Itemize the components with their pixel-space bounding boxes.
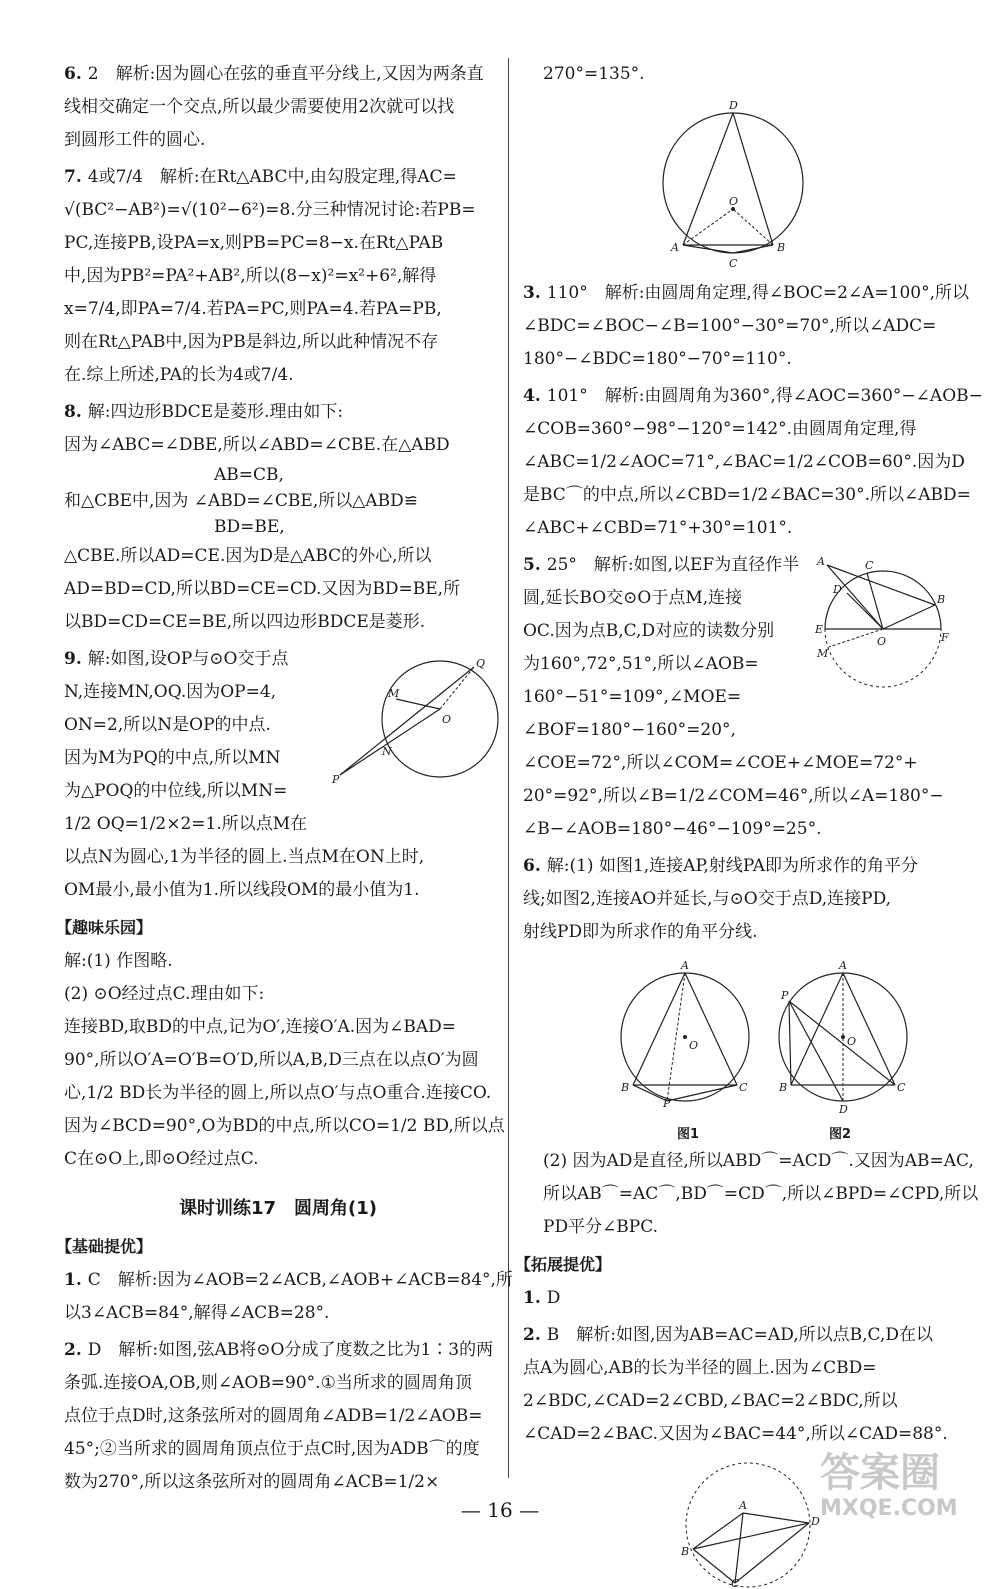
answer-6-right — [523, 850, 947, 949]
answer-5 — [523, 549, 947, 846]
text-line: 以BD=CD=CE=BE,所以四边形BDCE是菱形. — [64, 612, 426, 632]
svg-text:D: D — [833, 583, 842, 596]
text-line: 270°=135°. — [543, 64, 645, 84]
text-line: D 解析:如图,弦AB将⊙O分成了度数之比为1∶3的两 — [87, 1340, 494, 1360]
answer-6 — [64, 58, 492, 157]
text-line: x=7/4,即PA=7/4.若PA=PC,则PA=4.若PA=PB, — [64, 299, 442, 319]
basic-answer-1 — [64, 1264, 513, 1330]
svg-text:C: C — [739, 1081, 748, 1094]
svg-text:E: E — [815, 623, 824, 636]
svg-text:A: A — [739, 1499, 747, 1512]
text-line: 以点N为圆心,1为半径的圆上.当点M在ON上时, — [64, 847, 425, 867]
text-line: ∠COB=360°−98°−120°=142°.由圆周角定理,得 — [523, 419, 917, 439]
figure-circle-dabc — [643, 93, 823, 273]
text-line: 160°−51°=109°,∠MOE= — [523, 687, 742, 707]
svg-text:A: A — [817, 555, 825, 568]
svg-text:M: M — [817, 647, 829, 660]
text-line: 110° 解析:由圆周角定理,得∠BOC=2∠A=100°,所以 — [546, 283, 970, 303]
text-line: (2) ⊙O经过点C.理由如下: — [64, 984, 265, 1004]
text-line: 因为M为PQ的中点,所以MN — [64, 748, 281, 768]
answer-7 — [64, 161, 492, 392]
text-line: ∠BOF=180°−160°=20°, — [523, 720, 736, 740]
svg-text:D: D — [811, 1515, 820, 1528]
svg-text:A: A — [671, 241, 679, 254]
figure-1-caption: 图1 — [677, 1127, 700, 1142]
watermark-logo — [820, 1450, 990, 1530]
left-column — [56, 58, 513, 1503]
text-line: 数为270°,所以这条弦所对的圆周角∠ACB=1/2× — [64, 1472, 440, 1492]
text-line: 射线PD即为所求作的角平分线. — [523, 922, 758, 942]
text-line: 解:如图,设OP与⊙O交于点 — [87, 649, 289, 669]
figure-semicircle-ef — [813, 555, 949, 689]
svg-text:B: B — [621, 1081, 630, 1094]
text-line: 圆,延长BO交⊙O于点M,连接 — [523, 588, 743, 608]
text-line: 到圆形工件的圆心. — [64, 130, 206, 150]
text-line: 线相交确定一个交点,所以最少需要使用2次就可以找 — [64, 97, 455, 117]
text-line: D — [546, 1288, 561, 1308]
text-line: 解:(1) 如图1,连接AP,射线PA即为所求作的角平分 — [546, 856, 919, 876]
answer-3 — [523, 277, 970, 376]
watermark-url: MXQE.COM — [820, 1496, 958, 1521]
svg-text:O: O — [847, 1035, 857, 1048]
text-line: 20°=92°,所以∠B=1/2∠COM=46°,所以∠A=180°− — [523, 786, 944, 806]
text-line: 是BC⌒的中点,所以∠CBD=1/2∠BAC=30°.所以∠ABD= — [523, 485, 971, 505]
lesson-title: 课时训练17 圆周角(1) — [178, 1198, 378, 1219]
text-line: 为△POQ的中位线,所以MN= — [64, 781, 288, 801]
text-line: 点位于点D时,这条弦所对的圆周角∠ADB=1/2∠AOB= — [64, 1406, 483, 1426]
watermark-text: 答案圈 — [820, 1450, 940, 1496]
text-line: 中,因为PB²=PA²+AB²,所以(8−x)²=x²+6²,解得 — [64, 266, 437, 286]
text-line: ∠BDC=∠BOC−∠B=100°−30°=70°,所以∠ADC= — [523, 316, 937, 336]
answer-4 — [523, 380, 983, 545]
text-line: PD平分∠BPC. — [543, 1217, 659, 1237]
text-line: 25° 解析:如图,以EF为直径作半 — [546, 555, 800, 575]
question-number: 4. — [523, 386, 541, 406]
figure-circle-abcd — [673, 1459, 823, 1589]
question-number: 6. — [64, 64, 82, 84]
text-line: 180°−∠BDC=180°−70°=110°. — [523, 349, 792, 369]
ext-answer-2 — [523, 1319, 947, 1451]
text-line: 线;如图2,连接AO并延长,与⊙O交于点D,连接PD, — [523, 889, 892, 909]
svg-text:C: C — [865, 559, 874, 572]
text-line: ON=2,所以N是OP的中点. — [64, 715, 271, 735]
question-number: 2. — [64, 1340, 82, 1360]
svg-text:F: F — [941, 631, 949, 644]
text-line: 和△CBE中,因为 ∠ABD=∠CBE,所以△ABD≌ — [64, 491, 418, 511]
text-line: N,连接MN,OQ.因为OP=4, — [64, 682, 277, 702]
svg-text:C: C — [897, 1081, 906, 1094]
svg-text:B: B — [779, 1081, 788, 1094]
figure-2-caption: 图2 — [829, 1127, 852, 1142]
answer-8 — [64, 396, 492, 639]
text-line: ∠ABC=1/2∠AOC=71°,∠BAC=1/2∠COB=60°.因为D — [523, 452, 965, 472]
svg-text:P: P — [663, 1097, 671, 1110]
text-line: OM最小,最小值为1.所以线段OM的最小值为1. — [64, 880, 420, 900]
text-line: 解:(1) 作图略. — [64, 951, 173, 971]
text-line: 因为∠ABC=∠DBE,所以∠ABD=∠CBE.在△ABD — [64, 435, 450, 455]
svg-text:D: D — [839, 1103, 848, 1116]
svg-text:Q: Q — [476, 657, 486, 670]
svg-text:A: A — [839, 959, 847, 972]
text-line: 点A为圆心,AB的长为半径的圆上.因为∠CBD= — [523, 1358, 877, 1378]
text-line: 101° 解析:由圆周角为360°,得∠AOC=360°−∠AOB− — [546, 386, 983, 406]
section-title-basic: 【基础提优】 — [56, 1237, 153, 1256]
svg-text:N: N — [382, 745, 392, 758]
text-line: C在⊙O上,即⊙O经过点C. — [64, 1149, 259, 1169]
text-line: 2∠BDC,∠CAD=2∠CBD,∠BAC=2∠BDC,所以 — [523, 1391, 898, 1411]
question-number: 9. — [64, 649, 82, 669]
svg-text:C: C — [729, 257, 738, 270]
figures-row — [523, 957, 947, 1145]
question-number: 1. — [523, 1288, 541, 1308]
text-line: 4或7/4 解析:在Rt△ABC中,由勾股定理,得AC= — [87, 167, 457, 187]
svg-text:D: D — [729, 99, 738, 112]
text-line: 因为∠BCD=90°,O为BD的中点,所以CO=1/2 BD,所以点 — [64, 1116, 505, 1136]
text-line: 以3∠ACB=84°,解得∠ACB=28°. — [64, 1303, 330, 1323]
svg-text:A: A — [681, 959, 689, 972]
text-line: AD=BD=CD,所以BD=CE=CD.又因为BD=BE,所 — [64, 579, 461, 599]
fun-answer — [64, 945, 505, 1176]
svg-text:O: O — [689, 1039, 699, 1052]
svg-text:P: P — [332, 773, 340, 786]
text-line: △CBE.所以AD=CE.因为D是△ABC的外心,所以 — [64, 546, 432, 566]
svg-text:O: O — [877, 635, 887, 648]
text-line: 解:四边形BDCE是菱形.理由如下: — [87, 402, 344, 422]
right-column — [515, 58, 983, 1589]
basic-answer-2 — [64, 1334, 492, 1499]
text-line: 45°;②当所求的圆周角顶点位于点C时,因为ADB⌒的度 — [64, 1439, 480, 1459]
text-line: 2 解析:因为圆心在弦的垂直平分线上,又因为两条直 — [87, 64, 484, 84]
figure-1 — [617, 957, 755, 1110]
text-line: 则在Rt△PAB中,因为PB是斜边,所以此种情况不存 — [64, 332, 439, 352]
ext-answer-1 — [523, 1282, 947, 1315]
text-line: 90°,所以O′A=O′B=O′D,所以A,B,D三点在以点O′为圆 — [64, 1050, 479, 1070]
answer-6-part2 — [523, 1145, 979, 1244]
svg-text:P: P — [781, 989, 789, 1002]
question-number: 3. — [523, 283, 541, 303]
text-line: 心,1/2 BD长为半径的圆上,所以点O′与点O重合.连接CO. — [64, 1083, 492, 1103]
question-number: 7. — [64, 167, 82, 187]
text-line: 条弧.连接OA,OB,则∠AOB=90°.①当所求的圆周角顶 — [64, 1373, 472, 1393]
question-number: 2. — [523, 1325, 541, 1345]
svg-text:O: O — [442, 713, 452, 726]
svg-text:B: B — [777, 241, 786, 254]
text-line: ∠COE=72°,所以∠COM=∠COE+∠MOE=72°+ — [523, 753, 918, 773]
answer-9 — [64, 643, 492, 907]
section-title-fun: 【趣味乐园】 — [56, 918, 153, 937]
text-line: 所以AB⌒=AC⌒,BD⌒=CD⌒,所以∠BPD=∠CPD,所以 — [543, 1184, 979, 1204]
text-line: C 解析:因为∠AOB=2∠ACB,∠AOB+∠ACB=84°,所 — [87, 1270, 513, 1290]
column-divider — [508, 58, 509, 1478]
question-number: 5. — [523, 555, 541, 575]
text-line: PC,连接PB,设PA=x,则PB=PC=8−x.在Rt△PAB — [64, 233, 444, 253]
svg-text:M: M — [388, 687, 400, 700]
figure-2 — [763, 957, 913, 1117]
text-line: (2) 因为AD是直径,所以ABD⌒=ACD⌒.又因为AB=AC, — [543, 1151, 974, 1171]
svg-text:C: C — [731, 1577, 740, 1589]
text-line: AB=CB, — [214, 465, 284, 485]
text-line: 连接BD,取BD的中点,记为O′,连接O′A.因为∠BAD= — [64, 1017, 457, 1037]
text-line: OC.因为点B,C,D对应的读数分别 — [523, 621, 775, 641]
text-line: 在.综上所述,PA的长为4或7/4. — [64, 365, 294, 385]
text-line: 1/2 OQ=1/2×2=1.所以点M在 — [64, 814, 308, 834]
svg-text:B: B — [937, 593, 946, 606]
question-number: 1. — [64, 1270, 82, 1290]
question-number: 8. — [64, 402, 82, 422]
text-line: B 解析:如图,因为AB=AC=AD,所以点B,C,D在以 — [546, 1325, 933, 1345]
text-line: 为160°,72°,51°,所以∠AOB= — [523, 654, 759, 674]
text-line: BD=BE, — [214, 517, 285, 537]
svg-text:O: O — [729, 195, 739, 208]
text-line: √(BC²−AB²)=√(10²−6²)=8.分三种情况讨论:若PB= — [64, 200, 476, 220]
text-line: ∠ABC+∠CBD=71°+30°=101°. — [523, 518, 793, 538]
question-number: 6. — [523, 856, 541, 876]
figure-circle-opq — [332, 657, 494, 787]
text-line: ∠B−∠AOB=180°−46°−109°=25°. — [523, 819, 822, 839]
section-title-extension: 【拓展提优】 — [515, 1255, 612, 1274]
svg-text:B: B — [681, 1545, 690, 1558]
text-line: ∠CAD=2∠BAC.又因为∠BAC=44°,所以∠CAD=88°. — [523, 1424, 948, 1444]
page-number: — 16 — — [460, 1498, 540, 1522]
